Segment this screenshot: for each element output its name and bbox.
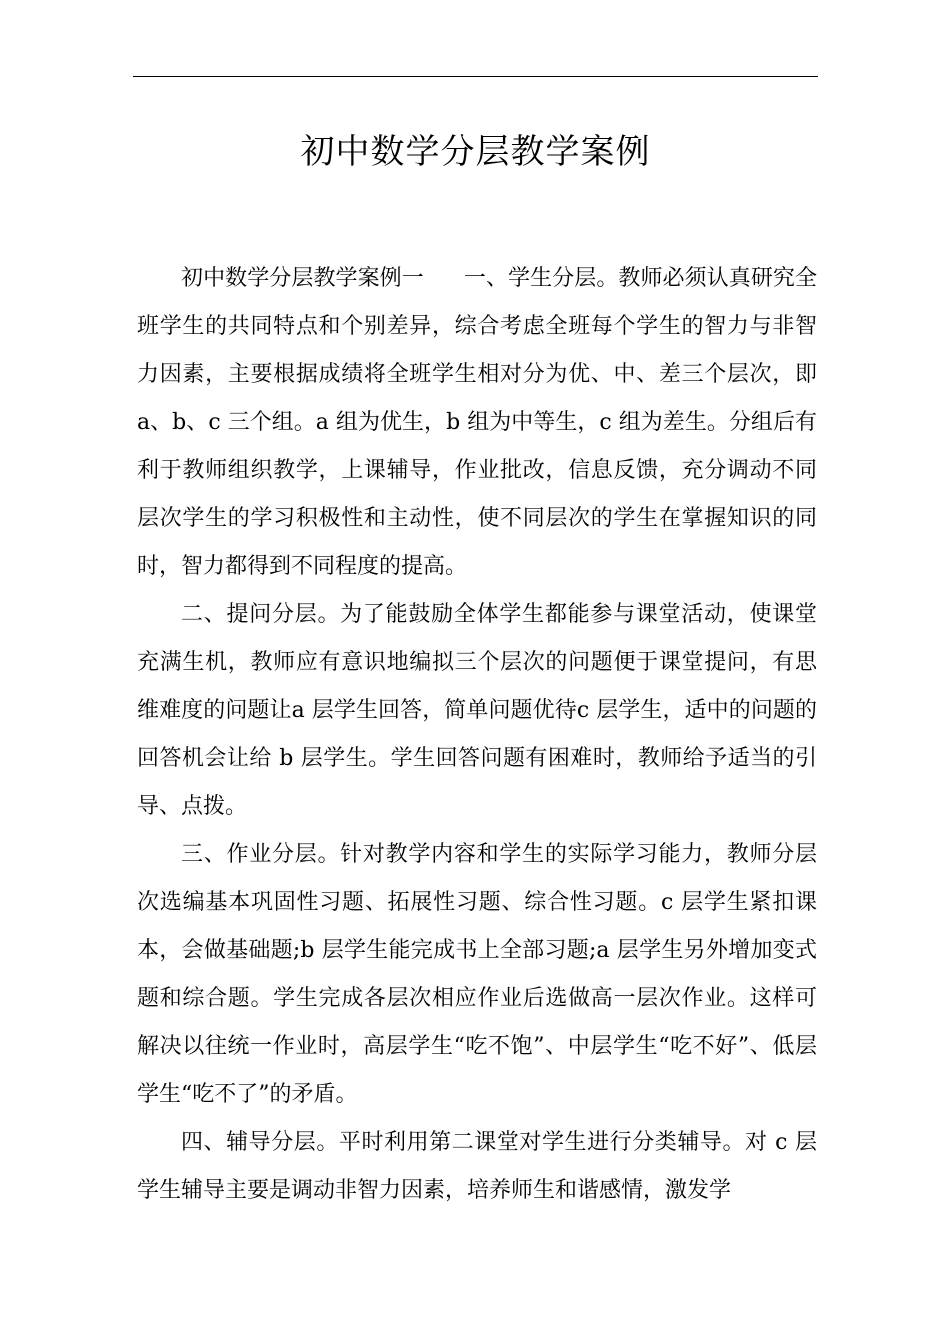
- document-body: [137, 255, 817, 1215]
- paragraph-1-text: 一、学生分层。教师必须认真研究全班学生的共同特点和个别差异，综合考虑全班每个学生的智力与非智力因素，主要根据成绩将全班学生相对分为优、中、差三个层次，即 a、b、c 三个组。a 组为优生，b 组为中等生，c 组为差生。分组后有利于教师组织教学，上课辅导，作业批改，信息反馈，充分调动不同层次学生的学习积极性和主动性，使不同层次的学生在掌握知识的同时，智力都得到不同程度的提高。: [137, 266, 817, 579]
- paragraph-4: 四、辅导分层。平时利用第二课堂对学生进行分类辅导。对 c 层学生辅导主要是调动非智力因素，培养师生和谐感情，激发学: [137, 1130, 817, 1203]
- paragraph-2: 二、提问分层。为了能鼓励全体学生都能参与课堂活动，使课堂充满生机，教师应有意识地编拟三个层次的问题便于课堂提问，有思维难度的问题让a 层学生回答，简单问题优待c 层学生，适中的问题的回答机会让给 b 层学生。学生回答问题有困难时，教师给予适当的引导、点拨。: [137, 602, 817, 819]
- document-title: 初中数学分层教学案例: [300, 132, 651, 172]
- paragraph-1: [137, 255, 817, 591]
- paragraph-3: 三、作业分层。针对教学内容和学生的实际学习能力，教师分层次选编基本巩固性习题、拓展性习题、综合性习题。c 层学生紧扣课本，会做基础题;b 层学生能完成书上全部习题;a 层学生另外增加变式题和综合题。学生完成各层次相应作业后选做高一层次作业。这样可解决以往统一作业时，高层学生“吃不饱”、中层学生“吃不好”、低层学生“吃不了”的矛盾。: [137, 842, 817, 1107]
- header-rule: [133, 76, 818, 77]
- lead-label: 初中数学分层教学案例一: [181, 266, 424, 291]
